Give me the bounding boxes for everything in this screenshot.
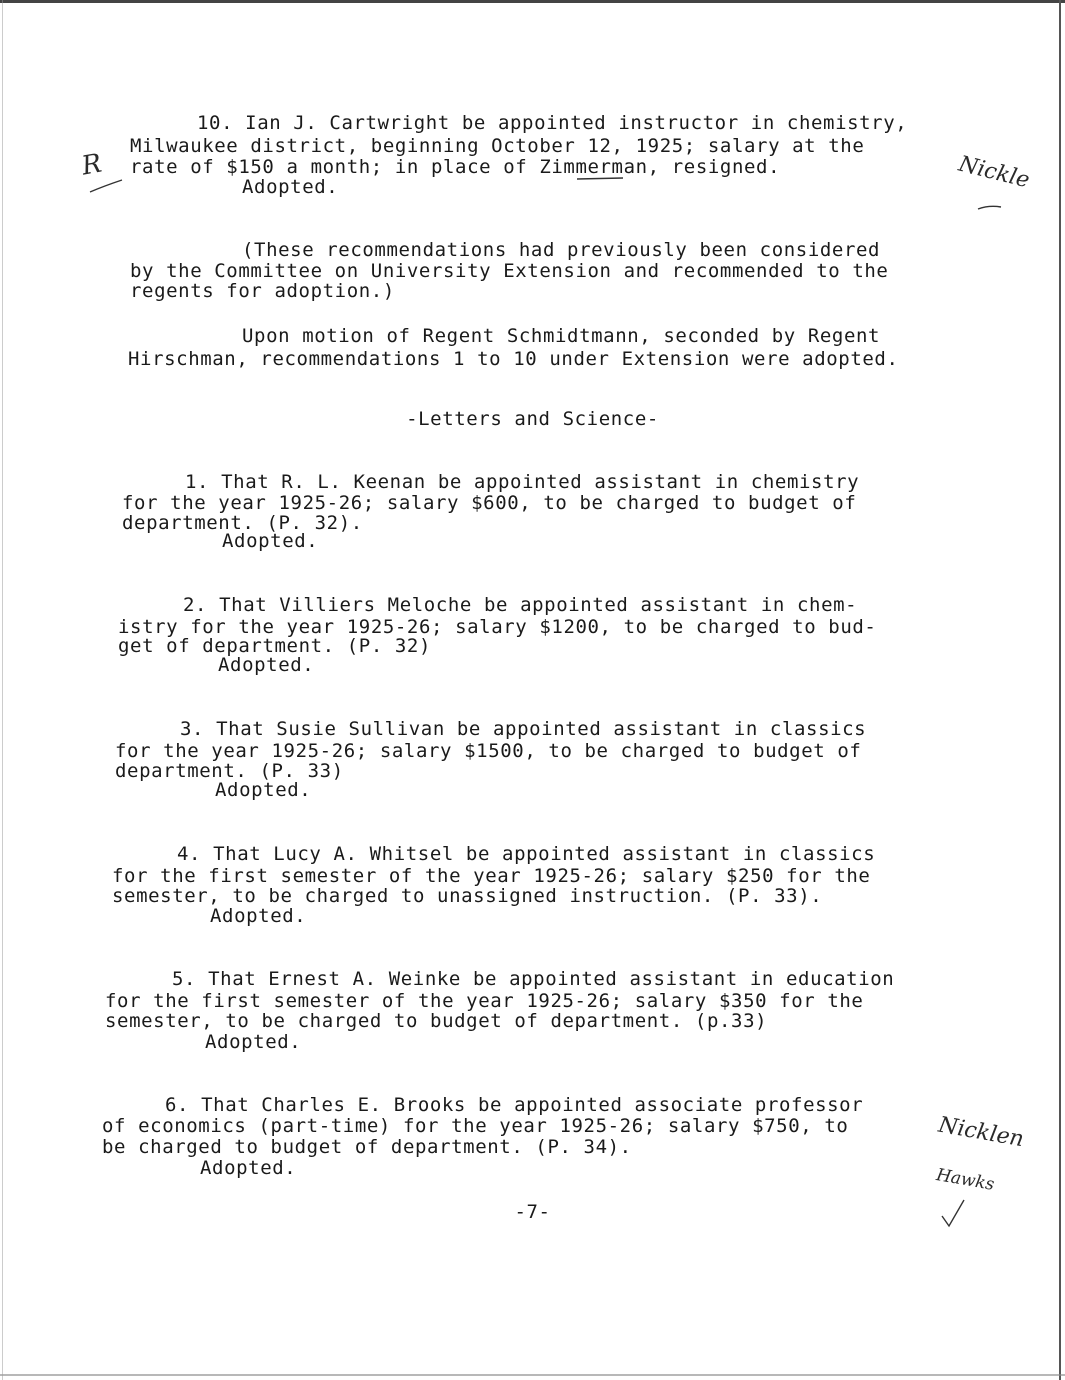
item6-line1: 6. That Charles E. Brooks be appointed associate professor [165, 1094, 864, 1116]
item1-line2: for the year 1925-26; salary $600, to be charged to budget of [122, 492, 857, 514]
item10-line2: Milwaukee district, beginning October 12, 1925; salary at the [130, 135, 865, 157]
item4-line2: for the first semester of the year 1925-26; salary $250 for the [112, 865, 871, 887]
page-edge-top [0, 0, 1065, 3]
item3-line3: department. (P. 33) [115, 760, 344, 782]
item2-line1: 2. That Villiers Meloche be appointed assistant in chem- [183, 594, 858, 616]
note-line2: by the Committee on University Extension and recommended to the [130, 260, 889, 282]
note-line3: regents for adoption.) [130, 280, 395, 302]
item10-status: Adopted. [242, 176, 339, 198]
handwritten-bottom-right-2: Hawks [934, 1165, 996, 1195]
handwritten-margin-r: R [79, 148, 105, 182]
item3-line2: for the year 1925-26; salary $1500, to be charged to budget of [115, 740, 862, 762]
item1-line3: department. (P. 32). [122, 512, 363, 534]
item4-line3: semester, to be charged to unassigned instruction. (P. 33). [112, 885, 823, 907]
section-heading: -Letters and Science- [406, 408, 659, 430]
item6-line2: of economics (part-time) for the year 1925-26; salary $750, to [102, 1115, 849, 1137]
note-line1: (These recommendations had previously been considered [242, 239, 881, 261]
item6-line3: be charged to budget of department. (P. 34). [102, 1136, 632, 1158]
item2-line3: get of department. (P. 32) [118, 635, 432, 657]
item10-line3: rate of $150 a month; in place of Zimmerman, resigned. [130, 156, 781, 178]
item3-status: Adopted. [215, 779, 312, 801]
item2-status: Adopted. [218, 654, 315, 676]
page-edge-left [2, 0, 3, 1380]
item1-status: Adopted. [222, 530, 319, 552]
handwritten-top-right: Nickle [956, 151, 1032, 194]
item4-line1: 4. That Lucy A. Whitsel be appointed assistant in classics [177, 843, 876, 865]
item5-status: Adopted. [205, 1031, 302, 1053]
item4-status: Adopted. [210, 905, 307, 927]
item5-line1: 5. That Ernest A. Weinke be appointed assistant in education [172, 968, 895, 990]
checkmark-icon [938, 1196, 968, 1230]
item10-line1: 10. Ian J. Cartwright be appointed instructor in chemistry, [197, 112, 908, 134]
top-right-dash [975, 200, 1005, 214]
item6-status: Adopted. [200, 1157, 297, 1179]
motion-line2: Hirschman, recommendations 1 to 10 under Extension were adopted. [128, 348, 899, 370]
item5-line2: for the first semester of the year 1925-26; salary $350 for the [105, 990, 864, 1012]
item1-line1: 1. That R. L. Keenan be appointed assistant in chemistry [185, 471, 860, 493]
item3-line1: 3. That Susie Sullivan be appointed assistant in classics [180, 718, 867, 740]
underline-mark [575, 176, 625, 182]
item2-line2: istry for the year 1925-26; salary $1200, to be charged to bud- [118, 616, 877, 638]
margin-r-stroke [86, 176, 126, 196]
motion-line1: Upon motion of Regent Schmidtmann, seconded by Regent [242, 325, 881, 347]
page-edge-right [1059, 0, 1061, 1380]
page-number: -7- [514, 1201, 551, 1223]
handwritten-bottom-right-1: Nicklen [936, 1112, 1026, 1153]
item5-line3: semester, to be charged to budget of department. (p.33) [105, 1010, 768, 1032]
page-edge-bottom [0, 1374, 1065, 1376]
